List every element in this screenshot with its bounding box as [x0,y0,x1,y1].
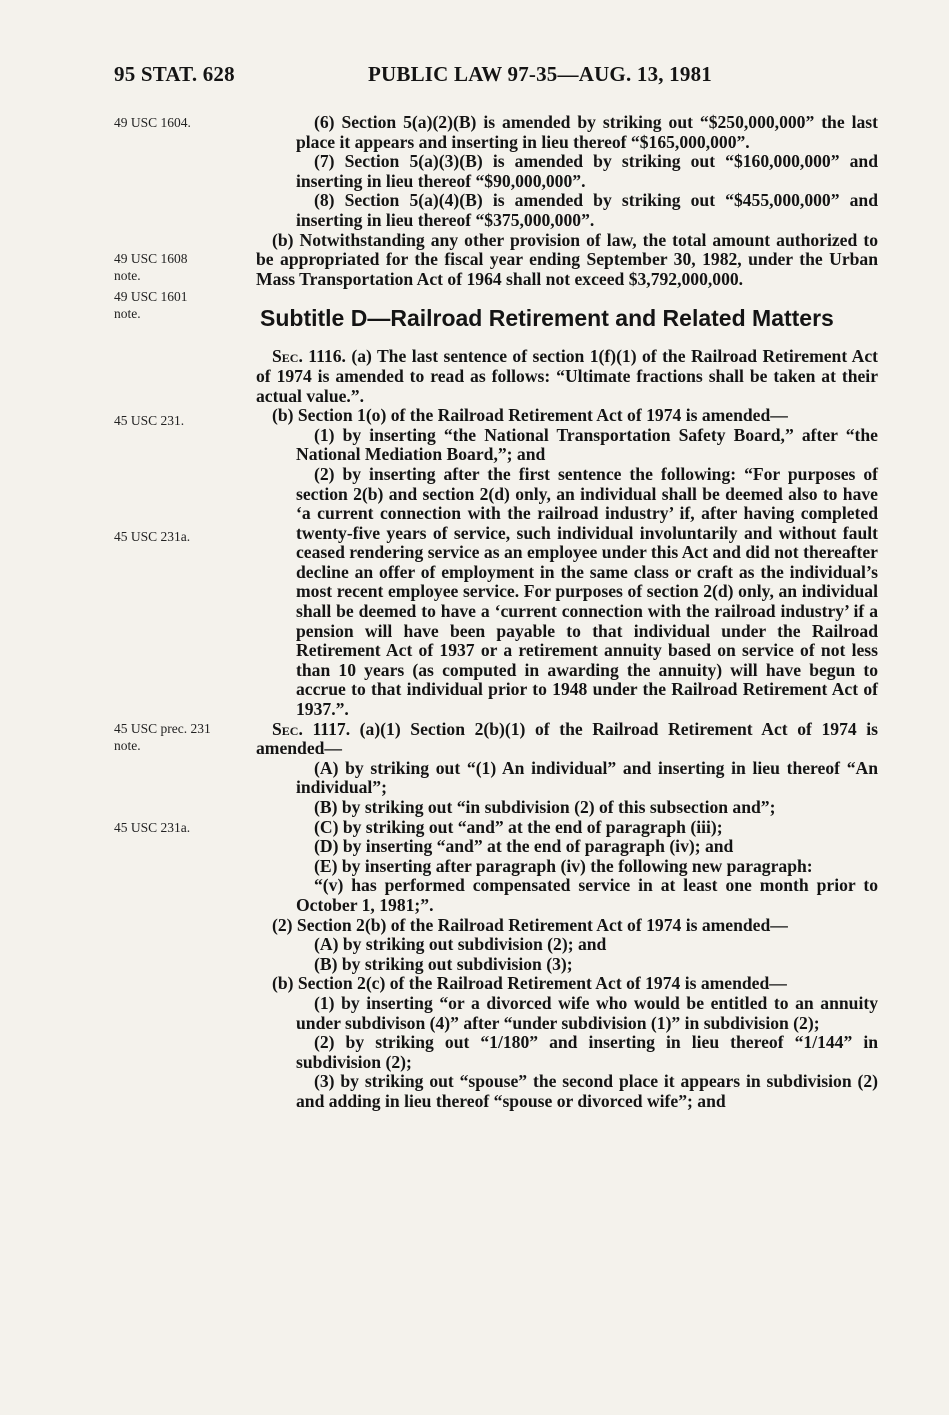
margin-note-usc: 45 USC 231a. [114,529,191,544]
paragraph: (b) Notwithstanding any other provision of law, the total amount authorized to be appropriated for the fiscal year ending September 30, 1982, under the Urban Mass Transportation Act of 1964 shall not exceed $3,792,000,000. [256,229,878,289]
margin-note-usc: 49 USC 1604. [114,115,191,130]
subtitle-heading: Subtitle D—Railroad Retirement and Related Matters [260,305,834,332]
section-1116 [256,347,878,406]
paragraph: (1) by inserting “the National Transportation Safety Board,” after “the National Mediation Board,”; and [296,424,878,465]
paragraph: (1) by inserting “or a divorced wife who would be entitled to an annuity under subdivison (4)” after “under subdivision (1)” in subdivision (2); [296,992,878,1033]
section-1117 [256,720,878,759]
paragraph: (3) by striking out “spouse” the second place it appears in subdivision (2) and adding in lieu thereof “spouse or divorced wife”; and [296,1071,878,1111]
margin-note-usc: 49 USC 1601 note. [114,289,188,321]
paragraph: (D) by inserting “and” at the end of paragraph (iv); and [314,836,734,857]
margin-note-usc: 45 USC 231. [114,413,185,428]
paragraph: (B) by striking out “in subdivision (2) of this subsection and”; [314,797,776,817]
section-label: Sec. [272,718,303,739]
paragraph: (B) by striking out subdivision (3); [314,953,573,974]
paragraph: (6) Section 5(a)(2)(B) is amended by striking out “$250,000,000” the last place it appears and inserting in lieu thereof “$165,000,000”. [296,112,878,152]
paragraph: (b) Section 2(c) of the Railroad Retirement Act of 1974 is amended— [272,973,787,994]
margin-note-usc: 45 USC 231a. [114,820,191,835]
margin-note-usc: 49 USC 1608 note. [114,251,188,283]
paragraph: (b) Section 1(o) of the Railroad Retirement Act of 1974 is amended— [272,405,788,426]
paragraph: (8) Section 5(a)(4)(B) is amended by striking out “$455,000,000” and inserting in lieu thereof “$375,000,000”. [296,190,878,230]
margin-note-usc: 45 USC prec. 231 note. [114,721,211,753]
paragraph: (A) by striking out “(1) An individual” and inserting in lieu thereof “An individual”; [296,757,878,798]
paragraph: (A) by striking out subdivision (2); and [314,934,607,955]
section-label: Sec. [272,346,303,367]
paragraph: (2) Section 2(b) of the Railroad Retirement Act of 1974 is amended— [272,914,788,935]
paragraph: (E) by inserting after paragraph (iv) the following new paragraph: [314,855,813,876]
paragraph: (2) by inserting after the first sentence the following: “For purposes of section 2(b) and section 2(d) only, an individual shall be deemed also to have ‘a current connection with the railroad industry’ if, after having completed twenty-five years of service, such individual involuntarily and without fault ceased rendering service as an employee under this Act and did not thereafter decline an offer of employment in the same class or craft as the individual’s most recent employee service. For purposes of section 2(d) only, an individual shall be deemed to have a ‘current connection with the railroad industry’ if a pension will have been payable to that individual under the Railroad Retirement Act of 1937 or a retirement annuity based on service of not less than 10 years (as computed in awarding the annuity) will have begun to accrue to that individual prior to 1948 under the Railroad Retirement Act of 1937.”. [296,463,878,720]
section-text: 1117. (a)(1) Section 2(b)(1) of the Railroad Retirement Act of 1974 is amended— [256,718,878,759]
section-text: 1116. (a) The last sentence of section 1(f)(1) of the Railroad Retirement Act of 1974 is amended to read as follows: “Ultimate fractions shall be taken at their actual value.”. [256,346,878,406]
paragraph: (2) by striking out “1/180” and inserting in lieu thereof “1/144” in subdivision (2); [296,1032,878,1072]
stat-page-number: 95 STAT. 628 [114,62,235,86]
document-body [256,113,878,1112]
paragraph: (C) by striking out “and” at the end of paragraph (iii); [314,816,723,837]
law-title: PUBLIC LAW 97-35—AUG. 13, 1981 [368,62,712,86]
paragraph: “(v) has performed compensated service in at least one month prior to October 1, 1981;”. [296,875,878,915]
paragraph: (7) Section 5(a)(3)(B) is amended by striking out “$160,000,000” and inserting in lieu thereof “$90,000,000”. [296,151,878,191]
